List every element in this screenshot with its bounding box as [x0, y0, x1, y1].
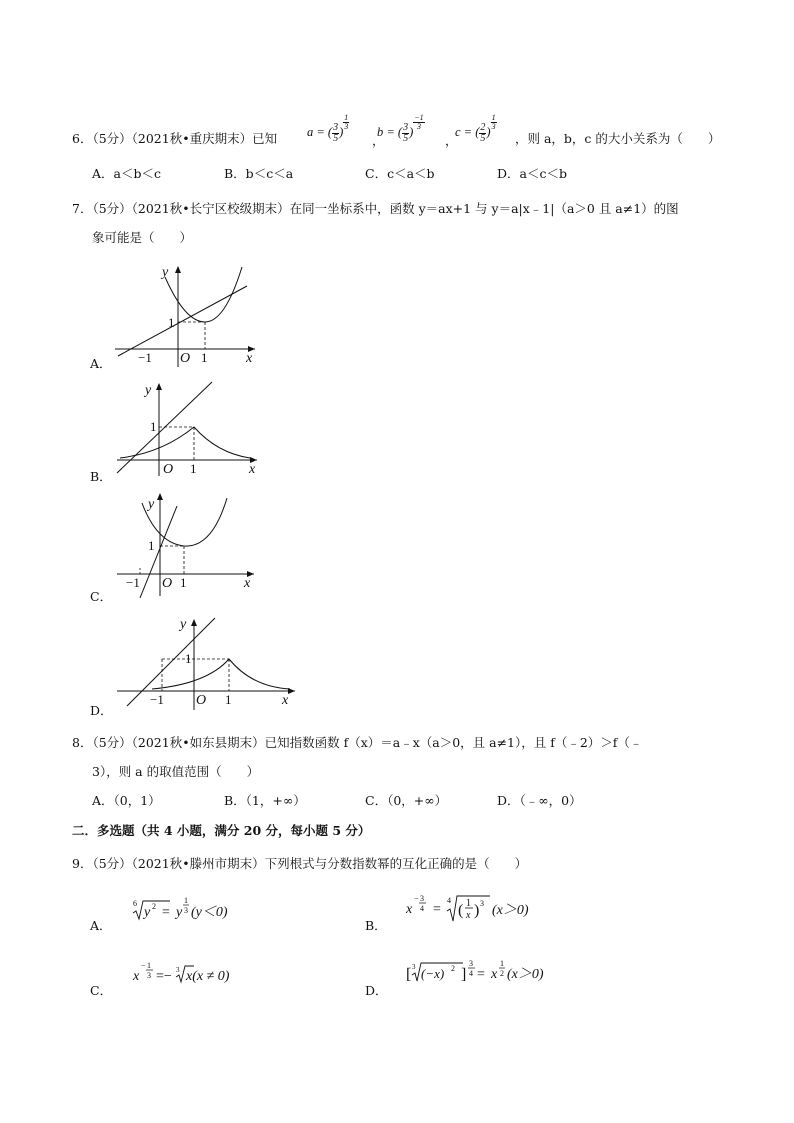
x-label: x: [249, 462, 256, 477]
svg-text:4: 4: [447, 896, 451, 905]
q9-option-b-formula: [405, 893, 535, 927]
q9-stem: 9．（5分）（2021秋•滕州市期末）下列根式与分数指数幂的互化正确的是（ ）: [72, 856, 528, 871]
svg-text:3: 3: [412, 963, 416, 971]
y-label: y: [180, 617, 187, 632]
q6-tail: ，则 a，b，c 的大小关系为（ ）: [515, 131, 721, 146]
y-arrow: [156, 383, 162, 390]
svg-text:2: 2: [451, 964, 455, 973]
svg-text:4: 4: [420, 904, 424, 913]
y-label: y: [162, 265, 169, 280]
svg-text:(x＞0): (x＞0): [507, 967, 544, 982]
tick-1-x: 1: [201, 350, 208, 365]
svg-text:1: 1: [147, 961, 151, 970]
tick-neg1: −1: [150, 692, 164, 707]
q7-option-c-label[interactable]: C．: [90, 589, 113, 604]
svg-text:): ): [474, 902, 480, 919]
svg-text:=−: =−: [156, 969, 172, 984]
q8-stem-line2: 3），则 a 的取值范围（ ）: [92, 764, 260, 779]
y-arrow: [175, 266, 181, 273]
svg-text:=: =: [477, 967, 485, 982]
svg-text:3: 3: [420, 894, 424, 903]
svg-text:(: (: [458, 902, 464, 919]
q9-option-d-formula: [405, 958, 565, 990]
section-heading: 二．多选题（共 4 小题，满分 20 分，每小题 5 分）: [72, 823, 371, 838]
svg-text:x: x: [466, 910, 471, 921]
origin-label: O: [163, 462, 174, 477]
tick-1-x: 1: [190, 461, 197, 476]
svg-text:=: =: [162, 905, 170, 920]
q6-comma-2: ，: [445, 133, 458, 148]
q9-option-a-label[interactable]: A．: [90, 918, 112, 933]
svg-text:(y＜0): (y＜0): [191, 905, 228, 920]
tick-neg1: −1: [138, 350, 152, 365]
q8-option-a[interactable]: A．（0，1）: [92, 793, 161, 808]
q6-option-b[interactable]: B．b＜c＜a: [224, 166, 294, 181]
svg-text:3: 3: [176, 966, 180, 974]
q7-graph-c[interactable]: [112, 488, 262, 598]
svg-text:2: 2: [500, 969, 504, 978]
svg-text:x: x: [133, 969, 140, 984]
svg-text:(x＞0): (x＞0): [492, 903, 529, 918]
origin-label: O: [196, 693, 207, 708]
svg-text:x(x ≠ 0): x(x ≠ 0): [186, 969, 230, 984]
svg-text:(−x): (−x): [421, 966, 445, 981]
svg-text:−: −: [141, 961, 146, 970]
q7-option-d-label[interactable]: D．: [90, 703, 113, 718]
q6-b-expr: b = ( $\frac{3}{5}$ ) $\frac{-1}{3}$: [377, 113, 424, 144]
svg-text:4: 4: [469, 969, 473, 978]
q9-option-d-label[interactable]: D．: [365, 983, 388, 998]
q9-option-c-formula: [132, 960, 252, 990]
tick-1-x: 1: [225, 692, 232, 707]
q7-graph-d[interactable]: [112, 612, 297, 712]
tick-1-y: 1: [168, 315, 175, 330]
tick-1-y: 1: [185, 651, 192, 666]
q6-option-d[interactable]: D．a＜c＜b: [497, 166, 567, 181]
q8-option-d[interactable]: D．（﹣∞，0）: [497, 793, 582, 808]
svg-text:y: y: [176, 905, 183, 920]
origin-label: O: [162, 576, 173, 591]
x-label: x: [246, 351, 253, 366]
tick-neg1: −1: [126, 575, 140, 590]
q6-option-c[interactable]: C．c＜a＜b: [365, 166, 435, 181]
svg-text:−: −: [414, 894, 419, 903]
y-arrow: [191, 619, 197, 626]
q9-option-a-formula: [132, 895, 242, 925]
tick-1-y: 1: [150, 419, 157, 434]
q6-stem: 6．（5分）（2021秋•重庆期末）已知: [72, 131, 278, 146]
svg-text:1: 1: [466, 898, 471, 909]
q7-option-b-label[interactable]: B．: [90, 469, 112, 484]
q8-option-c[interactable]: C．（0，+∞）: [365, 793, 448, 808]
exponential-graph: [120, 427, 250, 458]
svg-text:]: ]: [461, 966, 467, 983]
q7-stem-line2: 象可能是（ ）: [92, 230, 193, 245]
q7-graph-a[interactable]: [110, 262, 260, 372]
q9-option-c-label[interactable]: C．: [90, 983, 113, 998]
svg-text:3: 3: [147, 971, 151, 980]
tick-1-x: 1: [180, 575, 187, 590]
svg-text:x: x: [491, 967, 498, 982]
q6-a-expr: a = ( $\frac{3}{5}$ ) $\frac{1}{3}$: [307, 113, 349, 144]
svg-text:3: 3: [469, 959, 473, 968]
tick-1-y: 1: [148, 538, 155, 553]
q8-stem-line1: 8．（5分）（2021秋•如东县期末）已知指数函数 f（x）＝a﹣x（a＞0，且 a≠1），且 f（﹣2）＞f（﹣: [72, 735, 643, 750]
q6-c-expr: c = ( $\frac{2}{5}$ ) $\frac{1}{3}$: [455, 113, 496, 144]
exponential-graph: [142, 498, 227, 546]
svg-text:3: 3: [184, 906, 188, 915]
linear-graph: [117, 382, 212, 473]
svg-text:3: 3: [480, 899, 484, 908]
y-label: y: [148, 497, 155, 512]
exponential-graph: [152, 659, 290, 689]
svg-text:1: 1: [500, 959, 504, 968]
q9-option-b-label[interactable]: B．: [365, 918, 387, 933]
svg-text:6: 6: [133, 899, 137, 908]
svg-text:=: =: [433, 902, 441, 917]
q6-comma-1: ，: [372, 133, 385, 148]
q7-graph-b[interactable]: [112, 378, 262, 478]
origin-label: O: [180, 351, 191, 366]
linear-graph: [118, 286, 247, 356]
x-label: x: [282, 693, 289, 708]
svg-text:y: y: [144, 905, 151, 920]
x-label: x: [244, 576, 251, 591]
q7-option-a-label[interactable]: A．: [90, 356, 112, 371]
svg-text:1: 1: [184, 896, 188, 905]
svg-text:2: 2: [152, 902, 156, 911]
y-arrow: [157, 493, 163, 500]
q7-stem-line1: 7．（5分）（2021秋•长宁区校级期末）在同一坐标系中，函数 y＝ax+1 与 y＝a|x﹣1|（a＞0 且 a≠1）的图: [72, 201, 679, 216]
q8-option-b[interactable]: B．（1，+∞）: [224, 793, 306, 808]
y-label: y: [145, 383, 152, 398]
svg-text:[: [: [406, 966, 412, 983]
q6-option-a[interactable]: A．a＜b＜c: [92, 166, 161, 181]
svg-text:x: x: [406, 902, 413, 917]
